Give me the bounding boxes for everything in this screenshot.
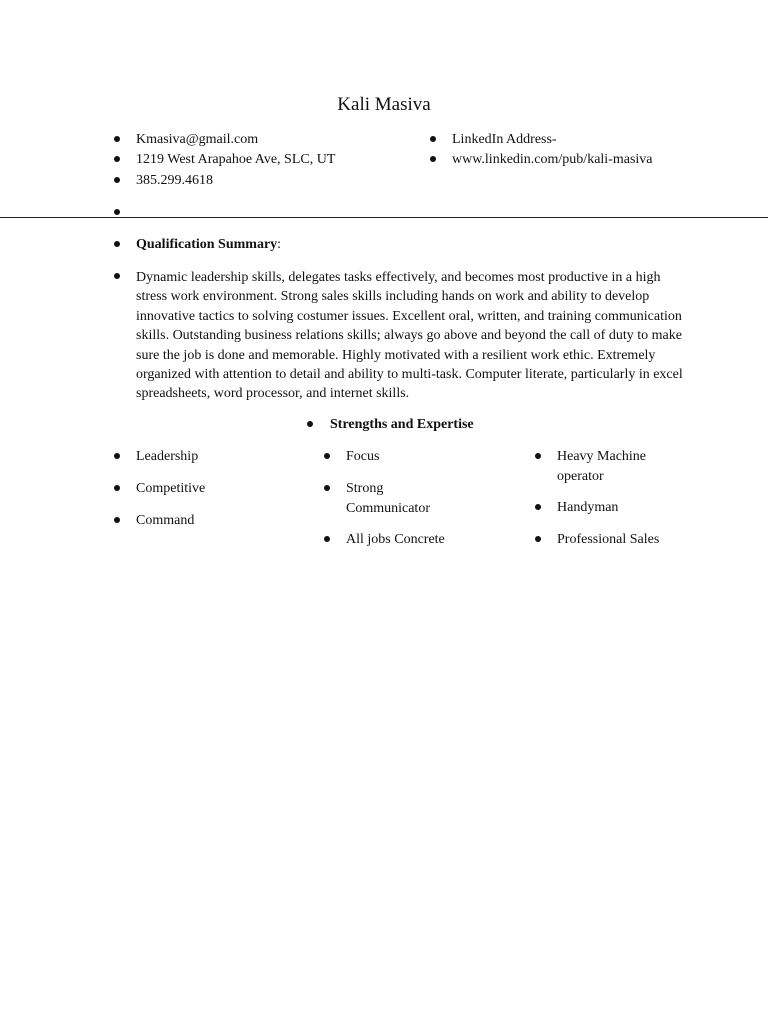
contact-email: Kmasiva@gmail.com [136, 132, 259, 147]
bullet-icon [114, 209, 120, 215]
strength-item: Leadership [136, 449, 199, 464]
qualification-heading-text: Qualification Summary [136, 237, 278, 252]
strengths-heading: Strengths and Expertise [330, 417, 474, 432]
bullet-icon [535, 453, 541, 459]
strength-item: Strong Communicator [346, 481, 430, 516]
bullet-icon [114, 517, 120, 523]
bullet-icon [307, 421, 313, 427]
bullet-icon [324, 485, 330, 491]
bullet-icon [114, 485, 120, 491]
qualification-heading-colon: : [277, 237, 282, 252]
bullet-icon [114, 136, 120, 142]
horizontal-rule [0, 217, 768, 218]
bullet-icon [430, 156, 436, 162]
bullet-icon [535, 536, 541, 542]
bullet-icon [114, 156, 120, 162]
strength-item: All jobs Concrete [346, 532, 445, 547]
qualification-heading [136, 235, 281, 254]
strength-item: Focus [346, 449, 380, 464]
bullet-icon [114, 241, 120, 247]
bullet-icon [535, 504, 541, 510]
strength-item: Competitive [136, 481, 206, 496]
qualification-summary-text: Dynamic leadership skills, delegates tasks effectively, and becomes most productive in a high stress work environment. Strong sales skills including hands on work and ability to develop innovative tactics to solving costumer issues. Excellent oral, written, and training communication skills. Outstanding business relations skills; always go above and beyond the call of duty to make sure the job is done and memorable. Highly motivated with a resilient work ethic. Extremely organized with attention to detail and ability to multi-task. Computer literate, particularly in excel spreadsheets, word processor, and internet skills. [136, 270, 683, 402]
strength-item: Professional Sales [557, 532, 660, 547]
bullet-icon [324, 536, 330, 542]
bullet-icon [114, 177, 120, 183]
strength-item: Heavy Machine operator [557, 449, 647, 484]
bullet-icon [324, 453, 330, 459]
bullet-icon [114, 273, 120, 279]
strength-item: Command [136, 513, 195, 528]
contact-address: 1219 West Arapahoe Ave, SLC, UT [136, 152, 336, 167]
contact-linkedin-url: www.linkedin.com/pub/kali-masiva [452, 152, 653, 167]
bullet-icon [430, 136, 436, 142]
contact-linkedin-label: LinkedIn Address- [452, 132, 557, 147]
bullet-icon [114, 453, 120, 459]
contact-phone: 385.299.4618 [136, 173, 213, 188]
strength-item: Handyman [557, 500, 619, 515]
resume-name: Kali Masiva [337, 94, 431, 115]
